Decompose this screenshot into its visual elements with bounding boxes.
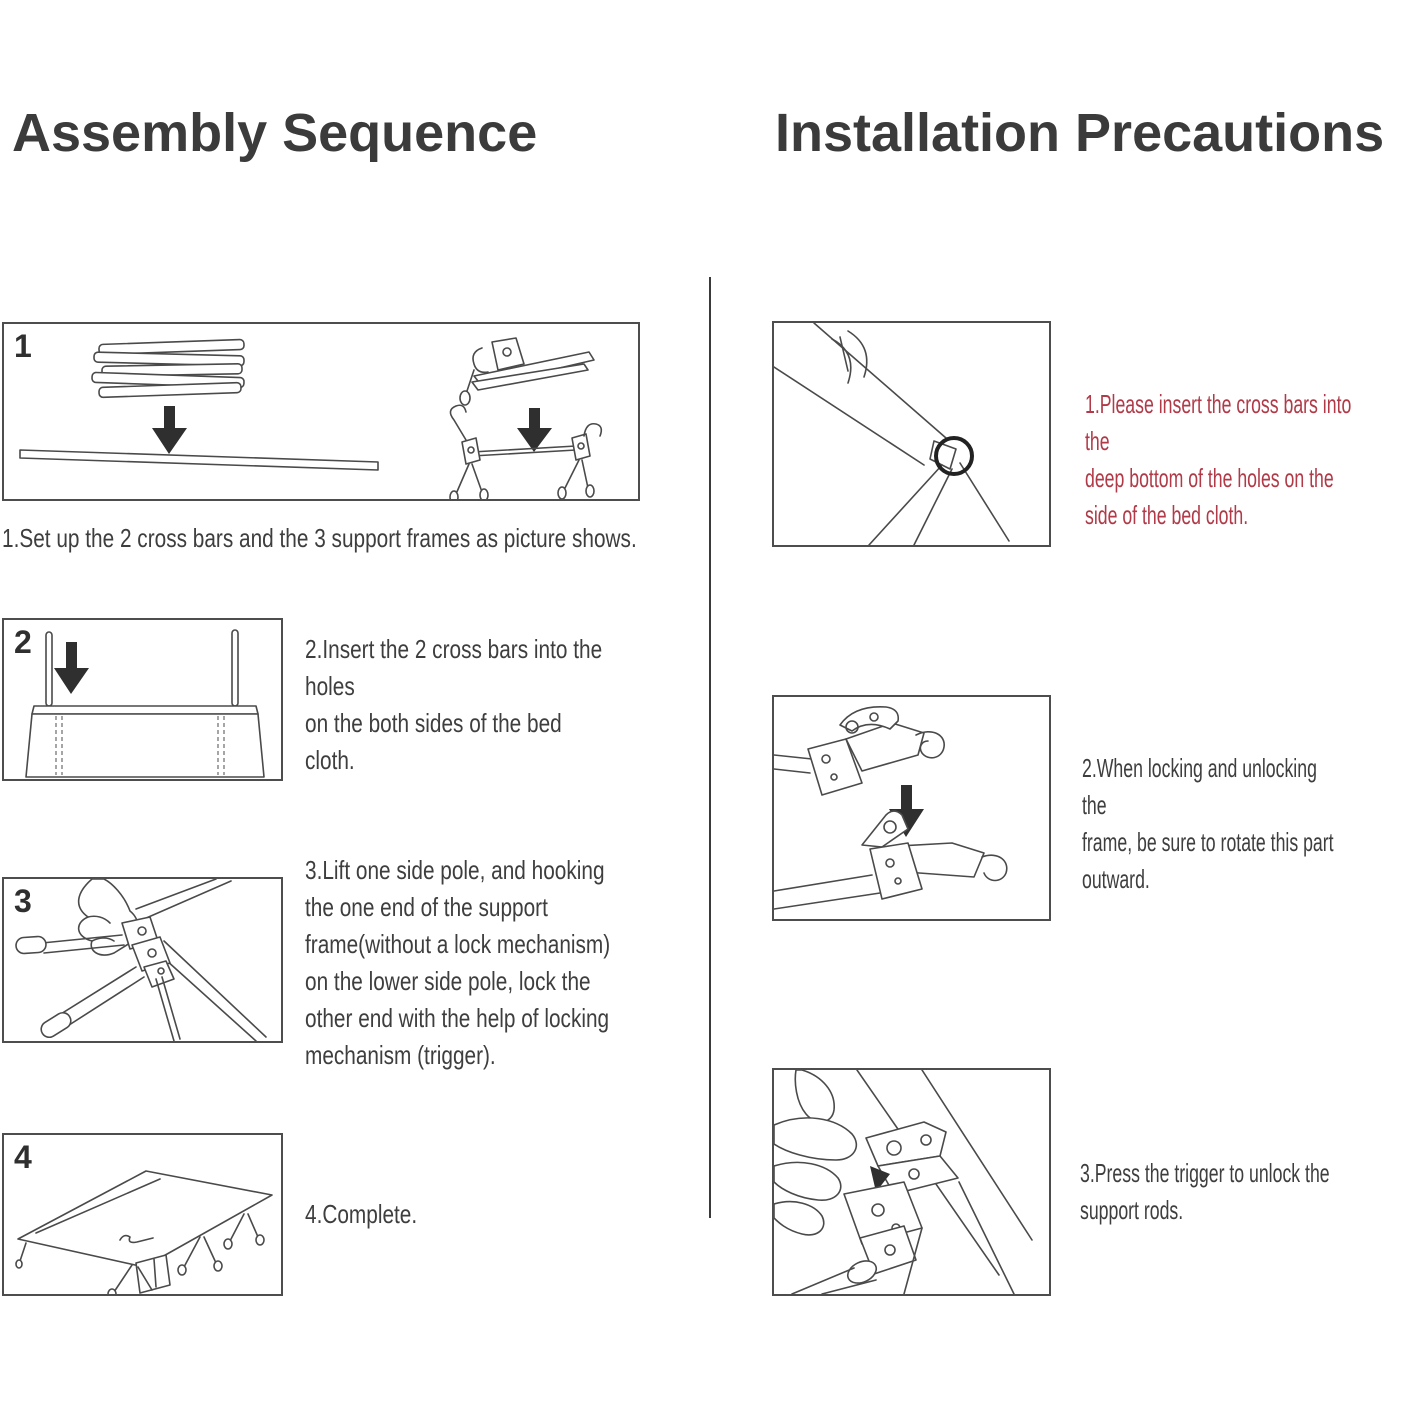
- trigger-hub-drawing: [844, 1122, 958, 1274]
- step4-illustration: [4, 1135, 281, 1294]
- caption-line: frame, be sure to rotate this part: [1082, 827, 1334, 857]
- step3-caption: [305, 852, 610, 1074]
- caption-line: 3.Press the trigger to unlock the: [1080, 1158, 1330, 1188]
- down-arrow-icon: [54, 642, 89, 694]
- step2-number: 2: [14, 624, 32, 660]
- precaution2-illustration: [774, 697, 1049, 919]
- caption-line: the: [1085, 426, 1110, 456]
- page-title-installation-precautions: Installation Precautions: [775, 103, 1385, 163]
- caption-line: 2.Insert the 2 cross bars into the: [305, 634, 603, 664]
- caption-line: deep bottom of the holes on the: [1085, 463, 1334, 493]
- page-title-assembly-sequence: Assembly Sequence: [12, 103, 538, 163]
- hand-drawing: [774, 1070, 856, 1235]
- step3-number: 3: [14, 883, 32, 919]
- caption-line: on the both sides of the bed: [305, 708, 562, 738]
- caption-line: side of the bed cloth.: [1085, 500, 1249, 530]
- caption-line: the: [1082, 790, 1107, 820]
- precaution3-panel: [772, 1068, 1051, 1296]
- step4-panel: [2, 1133, 283, 1296]
- caption-line: outward.: [1082, 864, 1150, 894]
- lock-mechanism-bottom-drawing: [774, 811, 1007, 909]
- precaution2-caption: [1082, 750, 1334, 898]
- caption-line: on the lower side pole, lock the: [305, 966, 591, 996]
- down-arrow-icon: [517, 408, 552, 452]
- lock-mechanism-top-drawing: [774, 707, 944, 795]
- caption-line: 1.Please insert the cross bars into: [1085, 389, 1352, 419]
- caption-line: other end with the help of locking: [305, 1003, 610, 1033]
- cross-bar-drawing: [20, 450, 378, 470]
- caption-line: support rods.: [1080, 1195, 1184, 1225]
- precaution1-caption: [1085, 386, 1351, 534]
- precaution1-illustration: [774, 323, 1049, 545]
- precaution1-panel: [772, 321, 1051, 547]
- down-arrow-icon: [152, 406, 187, 454]
- folded-poles-drawing: [92, 339, 244, 397]
- precaution2-panel: [772, 695, 1051, 921]
- caption-line: holes: [305, 671, 355, 701]
- folded-frame-drawing: [460, 338, 594, 405]
- caption-line: the one end of the support: [305, 892, 548, 922]
- caption-line: mechanism (trigger).: [305, 1040, 496, 1070]
- step4-caption: 4.Complete.: [305, 1199, 418, 1229]
- step1-panel: [2, 322, 640, 501]
- support-frame-drawing: [450, 405, 601, 499]
- step1-number: 1: [14, 328, 32, 364]
- bed-corner-drawing: [774, 323, 1009, 545]
- bed-cloth-drawing: [26, 706, 264, 777]
- cross-bar-right: [232, 630, 238, 706]
- caption-line: 2.When locking and unlocking: [1082, 753, 1317, 783]
- locking-hub-drawing: [122, 917, 174, 987]
- cross-bar-left: [46, 632, 52, 706]
- column-divider: [709, 277, 711, 1218]
- step2-caption: [305, 631, 602, 779]
- precaution3-illustration: [774, 1070, 1049, 1294]
- step1-illustration: [4, 324, 638, 499]
- complete-cot-drawing: [16, 1171, 272, 1294]
- step2-illustration: [4, 620, 281, 779]
- step2-panel: [2, 618, 283, 781]
- caption-line: cloth.: [305, 745, 355, 775]
- precaution3-caption: [1080, 1155, 1330, 1229]
- caption-line: frame(without a lock mechanism): [305, 929, 611, 959]
- step3-illustration: [4, 879, 281, 1041]
- caption-line: 3.Lift one side pole, and hooking: [305, 855, 605, 885]
- step1-caption: 1.Set up the 2 cross bars and the 3 support frames as picture shows.: [2, 523, 637, 553]
- step4-number: 4: [14, 1139, 32, 1175]
- step3-panel: [2, 877, 283, 1043]
